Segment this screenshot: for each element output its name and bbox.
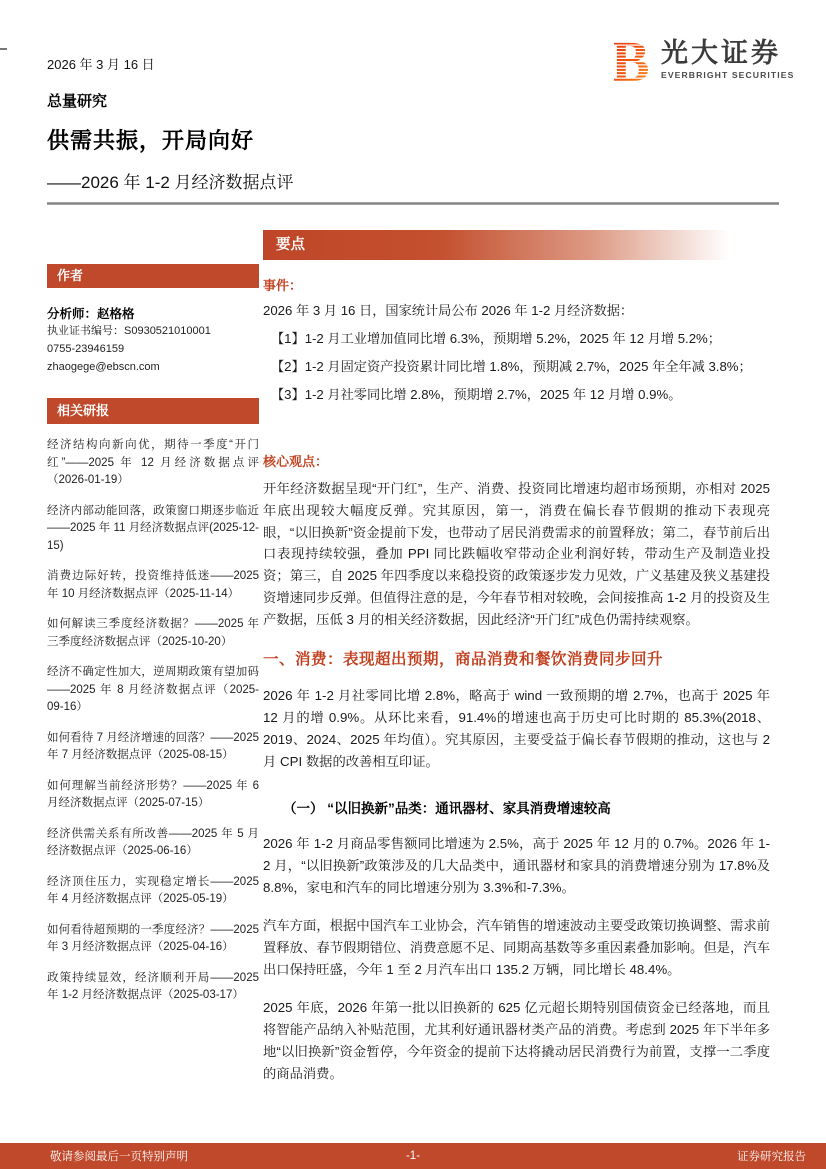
sidebar	[47, 264, 259, 1005]
brand-logo	[614, 36, 794, 85]
event-label: 事件：	[263, 278, 303, 293]
related-report-link[interactable]: 如何理解当前经济形势？——2025 年 6 月经济数据点评（2025-07-15）	[47, 779, 259, 809]
section-paragraph: 2026 年 1-2 月社零同比增 2.8%，略高于 wind 一致预期的增 2.7%，也高于 2025 年 12 月的增 0.9%。从环比来看，91.4%的增速也高于历史可比时期的 85.3%(2018、2019、2024、2025 年均值）。究其原因，主要受益于偏长春节假期的推动，这也与 2 月 CPI 数据的改善相互印证。	[263, 687, 770, 769]
brand-name-cn: 光大证券	[661, 38, 781, 68]
related-report-link[interactable]: 经济结构向新向优，期待一季度“开门红”——2025 年 12 月经济数据点评（2026-01-19）	[47, 439, 259, 486]
body-paragraph: 汽车方面，根据中国汽车工业协会，汽车销售的增速波动主要受政策切换调整、需求前置释放、春节假期错位、消费意愿不足、同期高基数等多重因素叠加影响。但是，汽车出口保持旺盛，今年 1 至 2 月汽车出口 135.2 万辆，同比增长 48.4%。	[263, 917, 770, 977]
analyst-email[interactable]: zhaogege@ebscn.com	[47, 361, 160, 373]
event-intro: 2026 年 3 月 16 日，国家统计局公布 2026 年 1-2 月经济数据：	[263, 303, 634, 318]
related-report-link[interactable]: 经济不确定性加大，逆周期政策有望加码——2025 年 8 月经济数据点评（2025-09-16）	[47, 666, 259, 713]
body-paragraph: 2026 年 1-2 月商品零售额同比增速为 2.5%，高于 2025 年 12 月的 0.7%。2026 年 1-2 月，“以旧换新”政策涉及的几大品类中，通讯器材和家具的消费增速分别为 17.8%及 8.8%，家电和汽车的同比增速分别为 3.3%和-7.3%。	[263, 835, 770, 895]
related-report-link[interactable]: 经济供需关系有所改善——2025 年 5 月经济数据点评（2025-06-16）	[47, 827, 259, 857]
header-divider	[47, 202, 779, 205]
report-title: 供需共振，开局向好	[47, 128, 255, 153]
related-report-link[interactable]: 经济内部动能回落，政策窗口期逐步临近——2025 年 11 月经济数据点评(2025-12-15)	[47, 504, 259, 552]
related-report-link[interactable]: 如何看待 7 月经济增速的回落？——2025 年 7 月经济数据点评（2025-08-15）	[47, 731, 259, 761]
corner-mark	[0, 48, 7, 50]
event-item: 【1】1-2 月工业增加值同比增 6.3%，预期增 5.2%，2025 年 12 月增 5.2%；	[271, 331, 721, 346]
analyst-license: 执业证书编号：S0930521010001	[47, 325, 211, 337]
page-number: -1-	[405, 1150, 421, 1162]
related-report-link[interactable]: 经济顶住压力，实现稳定增长——2025 年 4 月经济数据点评（2025-05-19）	[47, 875, 259, 905]
analyst-phone: 0755-23946159	[47, 343, 125, 355]
author-banner: 作者	[47, 264, 259, 288]
event-item: 【2】1-2 月固定资产投资累计同比增 1.8%，预期减 2.7%，2025 年全年减 3.8%；	[271, 359, 752, 374]
brand-name-en: EVERBRIGHT SECURITIES	[661, 70, 795, 80]
report-date: 2026 年 3 月 16 日	[47, 57, 155, 72]
brand-logo-text	[661, 36, 794, 80]
keypoints-banner: 要点	[263, 230, 770, 260]
footer-disclaimer: 敬请参阅最后一页特别声明	[50, 1151, 188, 1163]
body-paragraph: 2025 年底，2026 年第一批以旧换新的 625 亿元超长期特别国债资金已经落地，而且将智能产品纳入补贴范围，尤其利好通讯器材类产品的消费。考虑到 2025 年下半年多地“以旧换新”资金暂停，今年资金的提前下达将撬动居民消费行为前置，支撑一二季度的商品消费。	[263, 999, 770, 1081]
event-item: 【3】1-2 月社零同比增 2.8%，预期增 2.7%，2025 年 12 月增 0.9%。	[271, 387, 682, 402]
main-content	[263, 230, 770, 1085]
footer-report-type: 证券研究报告	[737, 1151, 806, 1163]
related-reports-banner: 相关研报	[47, 398, 259, 424]
related-report-link[interactable]: 如何看待超预期的一季度经济？——2025 年 3 月经济数据点评（2025-04-16）	[47, 923, 259, 953]
related-report-link[interactable]: 政策持续显效，经济顺利开局——2025 年 1-2 月经济数据点评（2025-03-17）	[47, 971, 259, 1001]
brand-logo-icon	[614, 36, 652, 85]
section-title-consumption: 一、消费：表现超出预期，商品消费和餐饮消费同步回升	[263, 650, 664, 668]
subsection-title-tradein: （一） “以旧换新”品类：通讯器材、家具消费增速较高	[283, 800, 611, 816]
related-report-link[interactable]: 消费边际好转，投资维持低迷——2025 年 10 月经济数据点评（2025-11-14）	[47, 570, 259, 600]
analyst-name: 分析师：赵格格	[47, 307, 135, 321]
report-category: 总量研究	[47, 93, 108, 110]
related-report-link[interactable]: 如何解读三季度经济数据？——2025 年三季度经济数据点评（2025-10-20）	[47, 618, 259, 648]
page-footer	[0, 1143, 826, 1169]
core-view-label: 核心观点：	[263, 454, 329, 469]
report-subtitle: ——2026 年 1-2 月经济数据点评	[47, 173, 294, 192]
core-view-text: 开年经济数据呈现“开门红”，生产、消费、投资同比增速均超市场预期，亦相对 2025 年底出现较大幅度反弹。究其原因，第一，消费在偏长春节假期的推动下表现亮眼，“以旧换新”资金提前下发，也带动了居民消费需求的前置释放；第二，春节前后出口表现持续较强，叠加 PPI 同比跌幅收窄带动企业利润好转，带动生产及制造业投资；第三，自 2025 年四季度以来稳投资的政策逐步发力见效，广义基建及狭义基建投资增速同步反弹。但值得注意的是，今年春节相对较晚，会间接推高 1-2 月的投资及生产数据，压低 3 月的相关经济数据，因此经济“开门红”成色仍需持续观察。	[263, 481, 770, 627]
